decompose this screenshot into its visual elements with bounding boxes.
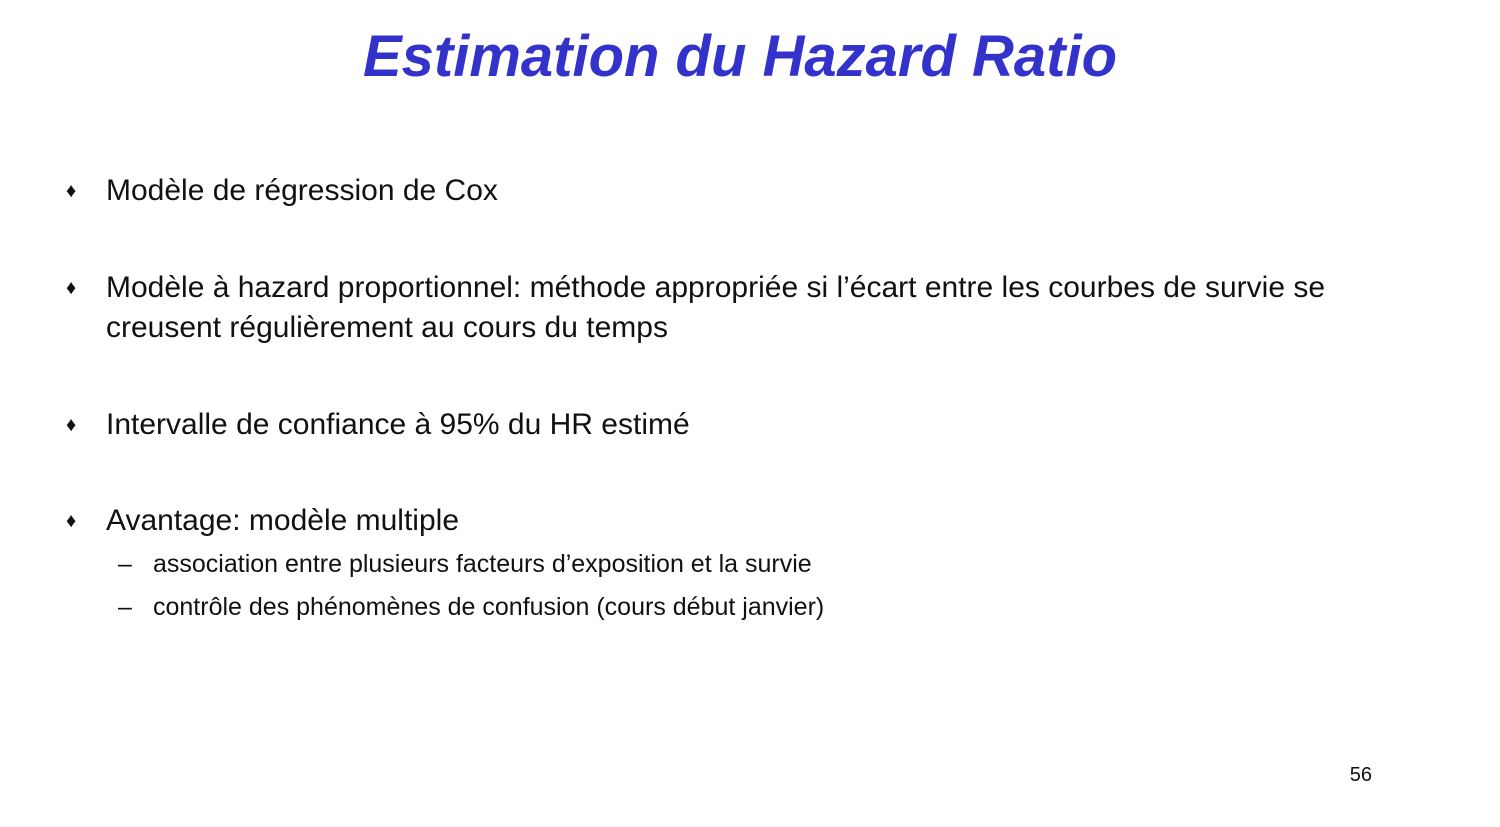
diamond-bullet-icon: ♦ — [66, 180, 77, 202]
bullet-text: Intervalle de confiance à 95% du HR estimé — [106, 408, 690, 441]
sub-item-text: contrôle des phénomènes de confusion (cours début janvier) — [153, 593, 825, 621]
bullet-text: Modèle de régression de Cox — [106, 174, 498, 207]
bullet-text: Avantage: modèle multiple — [106, 504, 459, 537]
bullet-text: Modèle à hazard proportionnel: méthode appropriée si l’écart entre les courbes de survie se creusent régulièrement au cours du temps — [106, 271, 1326, 344]
sub-list-item — [0, 589, 1500, 625]
sub-item-text: association entre plusieurs facteurs d’exposition et la survie — [153, 550, 812, 578]
dash-bullet-icon: – — [118, 550, 132, 578]
diamond-bullet-icon: ♦ — [66, 414, 77, 436]
diamond-bullet-icon: ♦ — [66, 277, 77, 299]
dash-bullet-icon: – — [118, 593, 132, 621]
slide-title: Estimation du Hazard Ratio — [362, 24, 1118, 89]
page-number: 56 — [1349, 764, 1372, 786]
sub-list-item — [0, 546, 1500, 582]
diamond-bullet-icon: ♦ — [66, 510, 77, 532]
